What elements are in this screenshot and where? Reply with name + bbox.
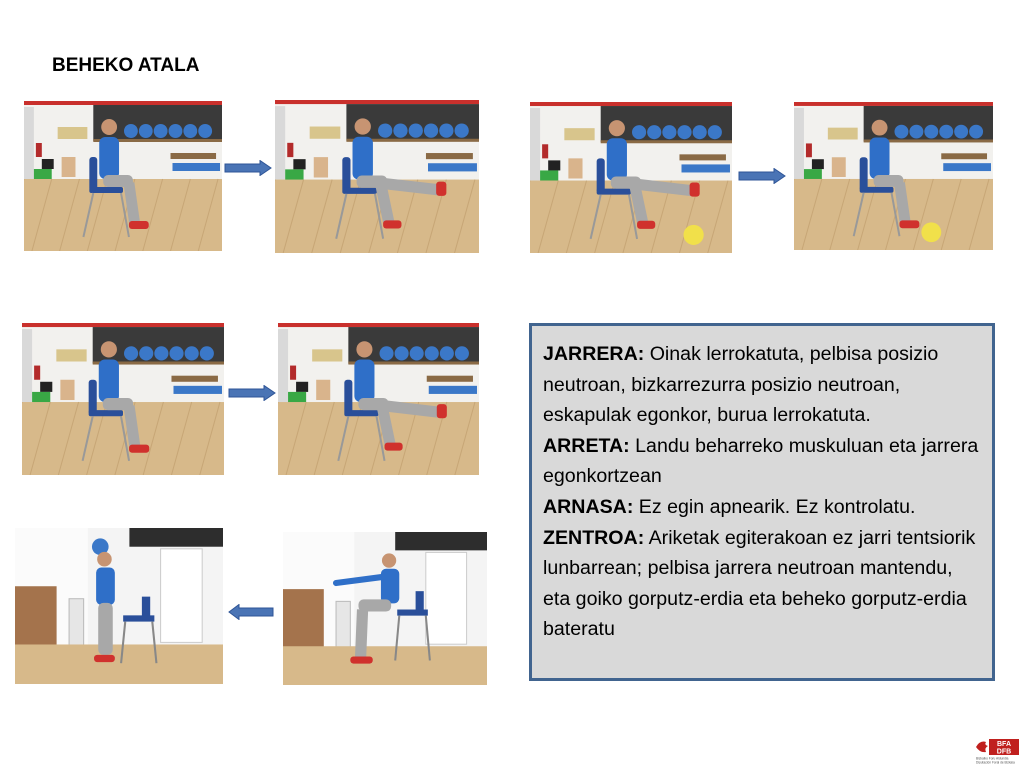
- photo-illustration: [278, 323, 479, 475]
- instruction-text: Ez egin apnearik. Ez kontrolatu.: [633, 495, 916, 518]
- photo-illustration: [530, 102, 732, 253]
- photo-illustration: [283, 532, 487, 685]
- instruction-text: Oinak lerrokatuta, pelbisa posizio neutroan, bizkarrezurra posizio neutroan, eskapulak egonkor, burua lerrokatuta.: [543, 343, 939, 427]
- instruction-key: ZENTROA:: [543, 526, 645, 549]
- instruction-breathing: [543, 492, 982, 523]
- exercise-photo-6: [278, 323, 479, 475]
- page-title: BEHEKO ATALA: [52, 55, 200, 76]
- instruction-attention: [543, 431, 982, 492]
- logo-caption2: Diputación Foral de Bizkaia: [976, 760, 1015, 764]
- instruction-key: JARRERA:: [543, 343, 645, 365]
- instruction-core: [543, 523, 982, 645]
- exercise-photo-2: [275, 100, 479, 253]
- logo-line1: BFA: [997, 741, 1011, 748]
- instruction-text: Landu beharreko muskuluan eta jarrera egonkortzean: [543, 434, 979, 488]
- exercise-photo-7: [15, 528, 223, 684]
- right-arrow-icon: [228, 385, 276, 401]
- instruction-text: Ariketak egiterakoan ez jarri tentsiorik lunbarrean; pelbisa jarrera neutroan mantendu, eta goiko gorputz-erdia eta beheko gorputz-erdia bateratu: [543, 526, 976, 641]
- photo-illustration: [275, 100, 479, 253]
- left-arrow-icon: [228, 604, 274, 620]
- exercise-photo-8: [283, 532, 487, 685]
- photo-illustration: [22, 323, 224, 475]
- right-arrow-icon: [738, 168, 786, 184]
- logo-caption1: Bizkaiko Foru Aldundia: [976, 756, 1009, 761]
- bfa-logo: [974, 738, 1020, 764]
- instruction-key: ARRETA:: [543, 434, 630, 457]
- instruction-posture: [543, 339, 982, 431]
- exercise-photo-5: [22, 323, 224, 475]
- exercise-photo-1: [24, 101, 222, 251]
- exercise-photo-3: [530, 102, 732, 253]
- instruction-key: ARNASA:: [543, 495, 634, 518]
- photo-illustration: [15, 528, 223, 684]
- instructions-box: [529, 323, 995, 681]
- photo-illustration: [24, 101, 222, 251]
- right-arrow-icon: [224, 160, 272, 176]
- exercise-photo-4: [794, 102, 993, 250]
- photo-illustration: [794, 102, 993, 250]
- logo-line2: DFB: [996, 748, 1012, 756]
